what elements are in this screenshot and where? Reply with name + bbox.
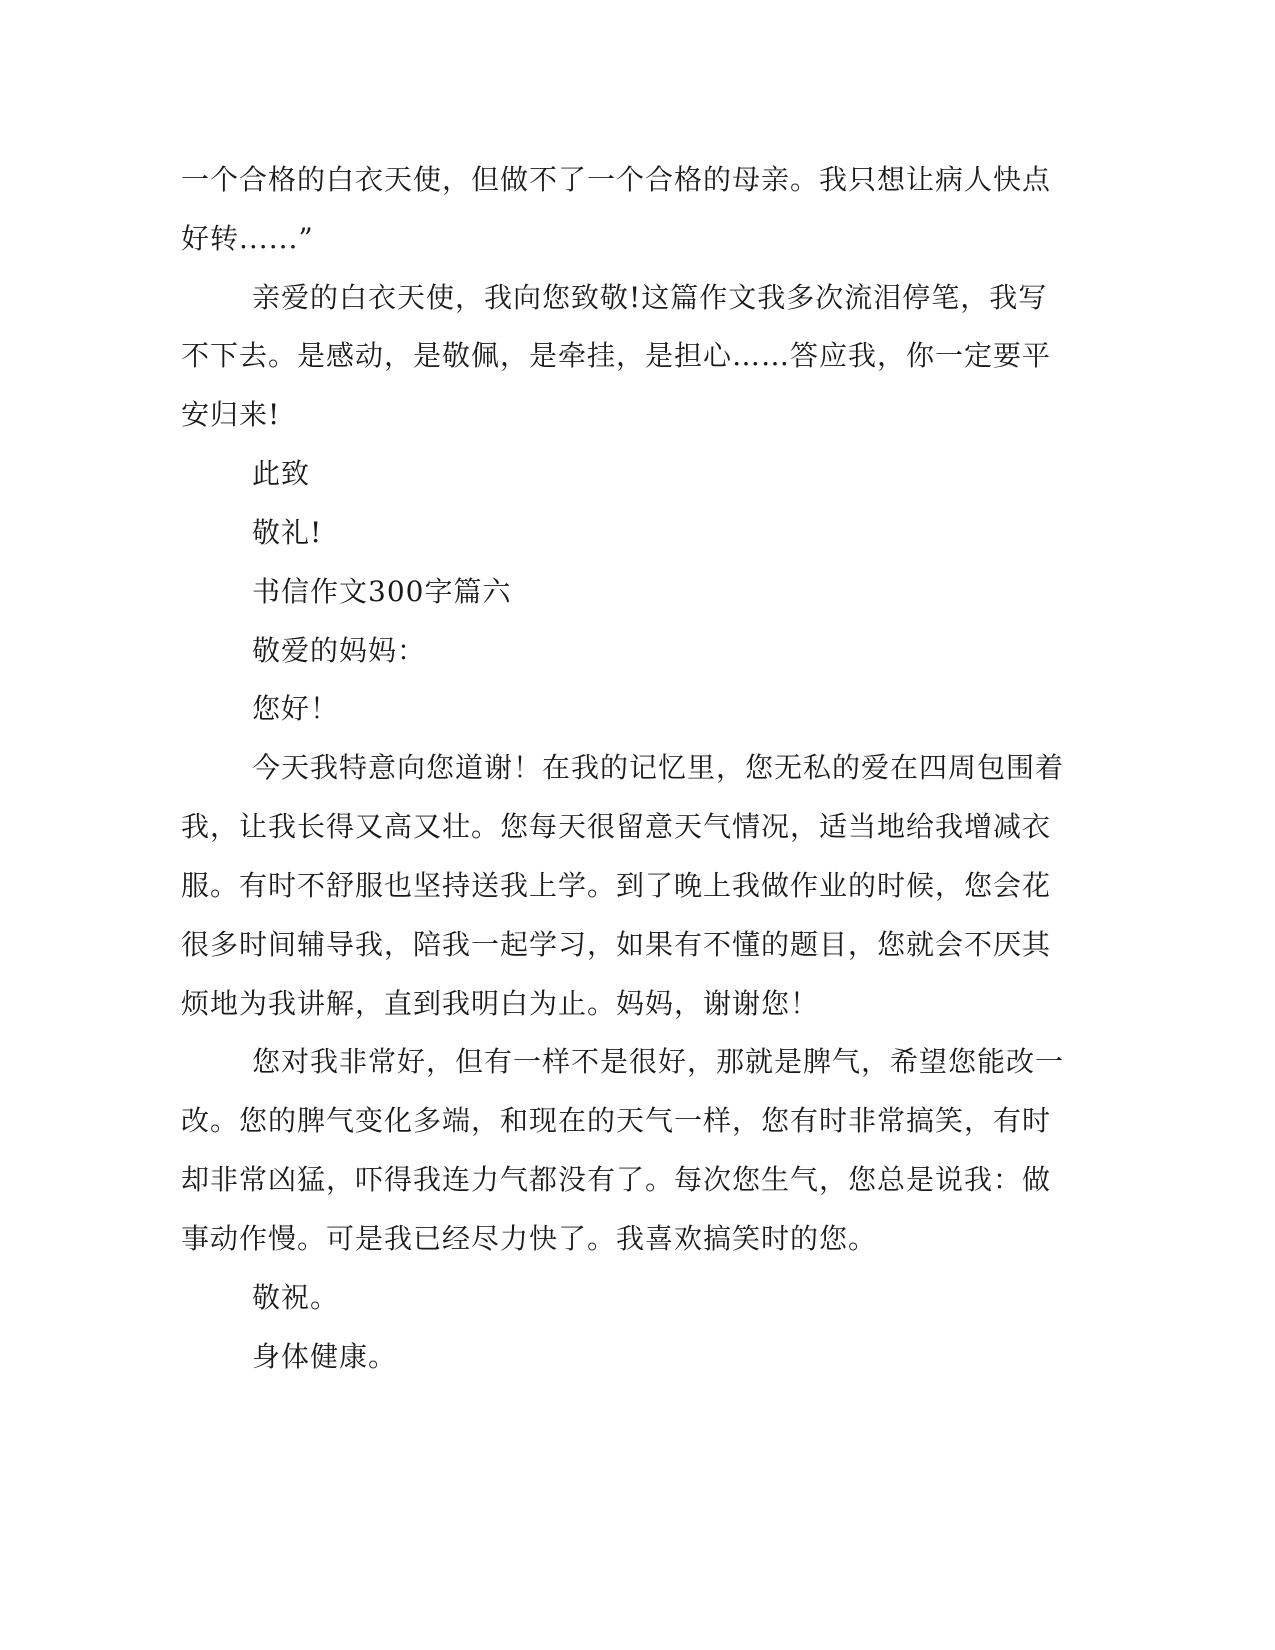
paragraph-line: 服。有时不舒服也坚持送我上学。到了晚上我做作业的时候，您会花: [181, 869, 1052, 902]
paragraph-line: 不下去。是感动，是敬佩，是牵挂，是担心……答应我，你一定要平: [181, 339, 1052, 372]
paragraph-line: 事动作慢。可是我已经尽力快了。我喜欢搞笑时的您。: [181, 1222, 878, 1255]
paragraph-line: 烦地为我讲解，直到我明白为止。妈妈，谢谢您！: [181, 987, 820, 1020]
paragraph-line: 改。您的脾气变化多端，和现在的天气一样，您有时非常搞笑，有时: [181, 1104, 1052, 1137]
paragraph-line: 今天我特意向您道谢！在我的记忆里，您无私的爱在四周包围着: [252, 751, 1065, 784]
paragraph-line: 我，让我长得又高又壮。您每天很留意天气情况，适当地给我增减衣: [181, 810, 1052, 843]
paragraph-line: 安归来!: [181, 398, 281, 431]
paragraph-line: 亲爱的白衣天使，我向您致敬!这篇作文我多次流泪停笔，我写: [252, 281, 1048, 314]
closing-salutation: 此致: [252, 457, 311, 490]
closing-wish: 敬祝。: [252, 1281, 340, 1314]
paragraph-line: 您对我非常好，但有一样不是很好，那就是脾气，希望您能改一: [252, 1045, 1065, 1078]
paragraph-line: 好转......”: [181, 222, 314, 255]
paragraph-line: 一个合格的白衣天使，但做不了一个合格的母亲。我只想让病人快点: [181, 163, 1052, 196]
paragraph-line: 却非常凶猛，吓得我连力气都没有了。每次您生气，您总是说我：做: [181, 1163, 1052, 1196]
letter-opening: 您好！: [252, 692, 340, 725]
closing-wish-line: 身体健康。: [252, 1340, 398, 1373]
paragraph-line: 很多时间辅导我，陪我一起学习，如果有不懂的题目，您就会不厌其: [181, 928, 1052, 961]
section-heading: 书信作文300字篇六: [252, 575, 512, 608]
letter-greeting: 敬爱的妈妈：: [252, 634, 427, 667]
closing-regards: 敬礼!: [252, 516, 323, 549]
